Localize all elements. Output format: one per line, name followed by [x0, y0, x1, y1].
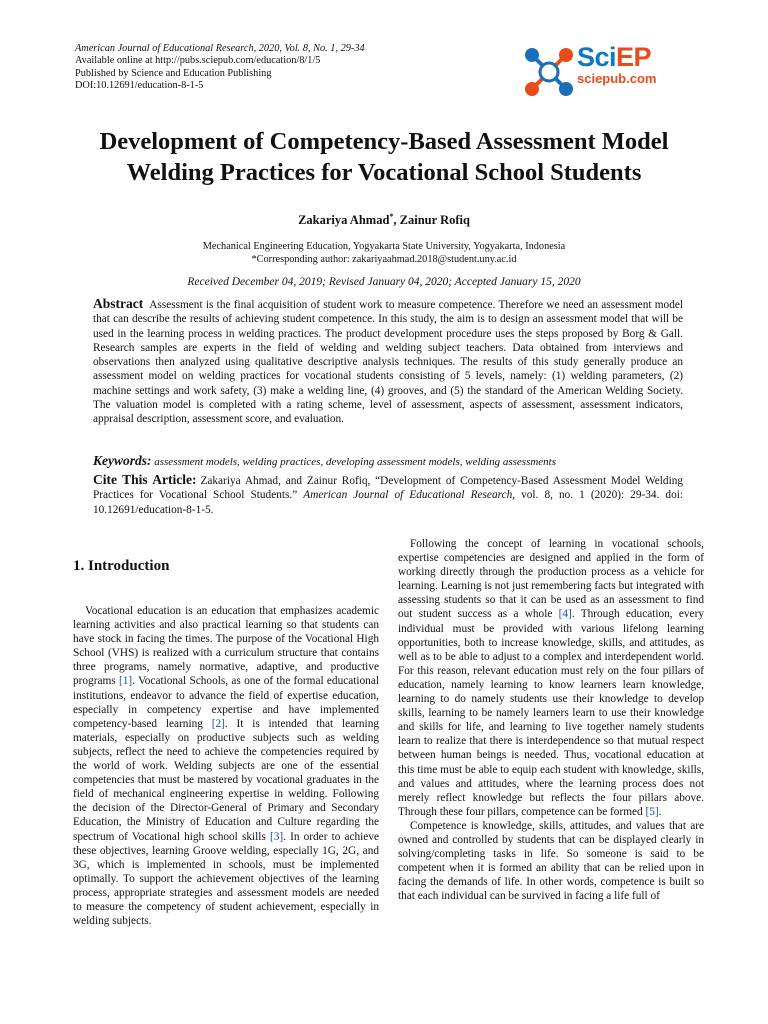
affiliation-line: Mechanical Engineering Education, Yogyakarta State University, Yogyakarta, Indonesia: [202, 241, 566, 252]
cite-journal: American Journal of Educational Research: [303, 489, 513, 502]
cite-this-article: Cite This Article: Zakariya Ahmad, and Zainur Rofiq, “Development of Competency-Based Assessment Model Welding Practices for Vocational School Students.” American Journal of Educational Research, vol. 8, no. 1 (2020): 29-34. doi: 10.12691/education-8-1-5.: [93, 472, 684, 516]
reference-link[interactable]: [4]: [558, 608, 572, 621]
right-column: [398, 537, 704, 903]
title-line-1: Development of Competency-Based Assessment Model: [99, 128, 669, 155]
journal-citation-line: American Journal of Educational Research, 2020, Vol. 8, No. 1, 29-34: [75, 43, 365, 54]
paragraph: Competence is knowledge, skills, attitudes, and values that are owned and controlled by students that can be displayed clearly in solving/completing tasks in life. So someone is said to be competent when it is formed an ability that can be relied upon in facing the demands of life. In other words, competence is built so that each individual can be survived in facing a life full of: [398, 819, 704, 903]
keywords-text: assessment models, welding practices, developing assessment models, welding assessments: [154, 456, 557, 468]
sciep-logo[interactable]: [521, 40, 691, 104]
cite-label: Cite This Article:: [93, 472, 197, 487]
molecule-icon: [521, 44, 577, 100]
left-column: [73, 604, 379, 928]
title-line-2: Welding Practices for Vocational School Students: [126, 159, 642, 186]
received-dates: Received December 04, 2019; Revised January 04, 2020; Accepted January 15, 2020: [187, 276, 581, 288]
section-heading-introduction: 1. Introduction: [73, 558, 170, 574]
author-list: Zakariya Ahmad*, Zainur Rofiq: [298, 212, 470, 228]
keywords-label: Keywords:: [93, 453, 152, 468]
reference-link[interactable]: [5]: [645, 805, 659, 818]
paragraph: Vocational education is an education that emphasizes academic learning activities and also practical learning so that students can have stock in facing the times. The purpose of the Vocational High School (VHS) is realized with a curriculum structure that contains three programs, namely normative, adaptive, and productive programs [1]. Vocational Schools, as one of the formal educational institutions, endeavor to advance the field of expertise education, especially in competency expertise and have implemented competency-based learning [2]. It is intended that learning materials, especially on productive subjects such as welding subjects, reflect the need to achieve the competencies required by the world of work. Welding subjects are one of the essential competencies that must be mastered by vocational graduates in the field of mechanical engineering expertise in welding. Following the decision of the Director-General of Primary and Secondary Education, the Ministry of Education and Culture regarding the spectrum of Vocational high school skills [3]. In order to achieve these objectives, learning Groove welding, especially 1G, 2G, and 3G, which is implemented in schools, must be implemented optimally. To support the achievement objectives of the learning process, appropriate strategies and assessment models are needed to measure the competency of student achievement, especially in welding subjects.: [73, 605, 379, 928]
abstract-text: Assessment is the final acquisition of student work to measure competence. Therefore we need an assessment model that can describe the results of achieving student competence. In this study, the aim is to design an assessment model that will be used in the learning process in welding practices. The product development procedure uses the steps proposed by Borg & Gall. Research samples are experts in the field of welding and welding subject teachers. Data obtained from interviews and observations then analyzed using qualitative descriptive analysis techniques. The results of this study generally produce an assessment model on welding practices for vocational students consisting of 5 levels, namely: (1) welding parameters, (2) machine settings and work safety, (3) make a welding line, (4) grooves, and (5) the standard of the American Welding Society. The valuation model is completed with a rating scheme, level of assessment, aspects of assessment, assessment indicators, appraisal description, assessment score, and evaluation.: [93, 299, 683, 426]
publisher-line: Published by Science and Education Publishing: [75, 67, 272, 79]
logo-brand: SciEP: [577, 42, 652, 72]
reference-link[interactable]: [3]: [269, 830, 284, 843]
reference-link[interactable]: [2]: [211, 717, 225, 730]
abstract: [93, 297, 683, 427]
available-online-line: Available online at http://pubs.sciepub.com/education/8/1/5: [75, 55, 321, 67]
keywords: [93, 453, 693, 469]
journal-meta: [75, 43, 365, 92]
doi-line: DOI:10.12691/education-8-1-5: [75, 79, 204, 91]
abstract-label: Abstract: [93, 296, 144, 311]
logo-site: sciepub.com: [577, 71, 657, 86]
affiliation: [60, 241, 708, 266]
reference-link[interactable]: [1]: [118, 675, 133, 688]
paper-title: [60, 126, 708, 188]
paragraph: Following the concept of learning in vocational schools, expertise competencies are designed and applied in the form of working directly through the production process as a vehicle for learning. Learning is not just remembering facts but integrated with assessing students so that it can be used as an assessment to find out student success as a whole [4]. Through education, every individual must be provided with various lifelong learning opportunities, both to increase knowledge, skills, and attitudes, as well as to be able to adjust to a complex and interdependent world. For this reason, relevant education must rely on the four pillars of education, namely learning to know learners learn knowledge, learning to do namely students use their knowledge to develop skills, learning to be namely learners learn to use their knowledge and skills for life, and learning to live together namely students learn to realize that there is interdependence so that mutual respect between human beings is needed. Thus, vocational education at this time must be able to equip each student with knowledge, skills, and values and attitudes, where the learning process does not merely reflect knowledge but reflects the four pillars above. Through these four pillars, competence can be formed [5].: [398, 538, 704, 818]
corresponding-author: *Corresponding author: zakariyaahmad.2018@student.uny.ac.id: [251, 253, 517, 265]
